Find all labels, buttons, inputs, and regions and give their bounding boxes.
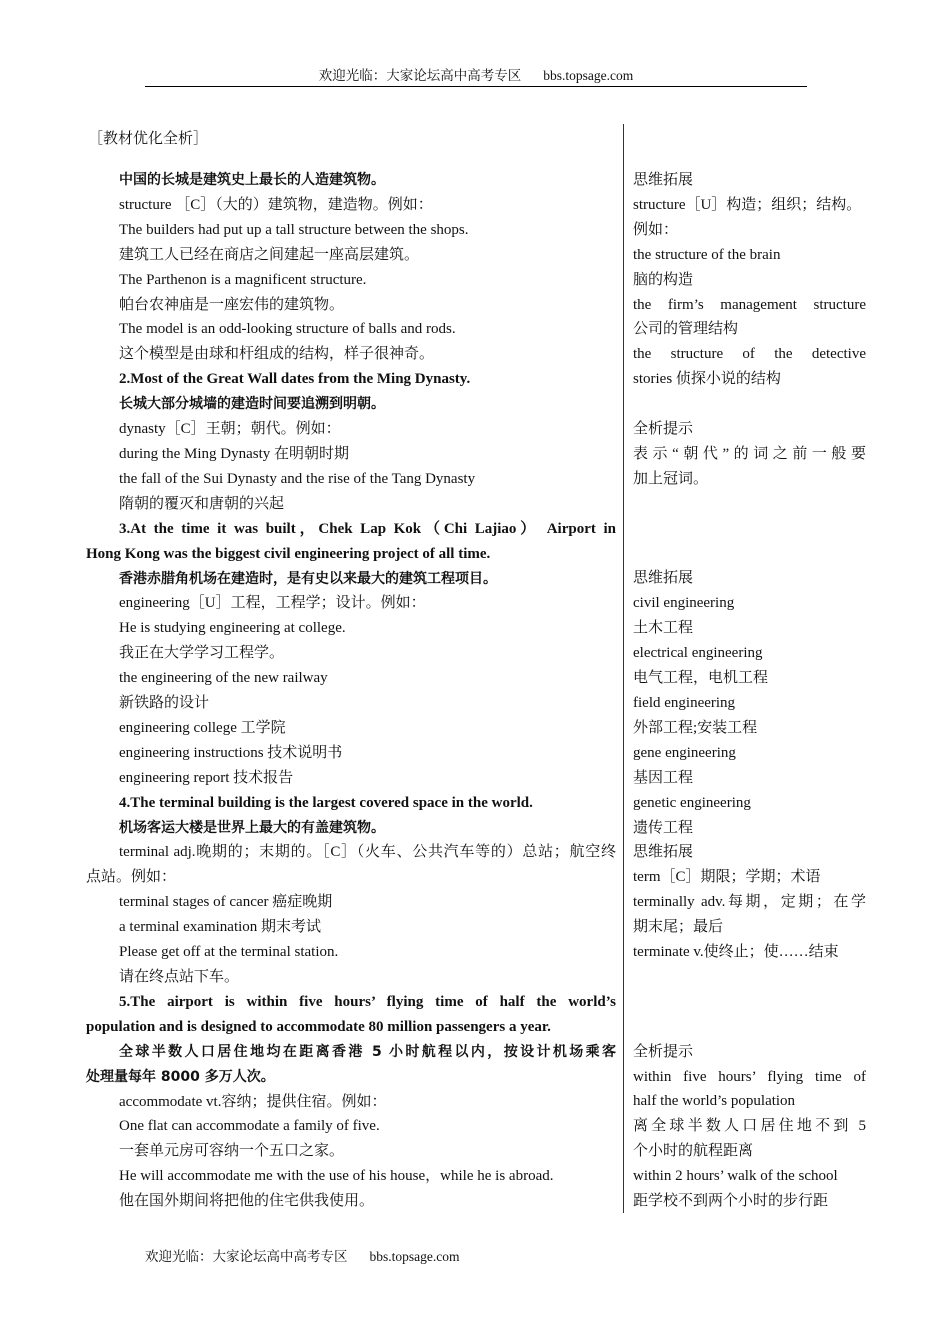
text-line: 一套单元房可容纳一个五口之家。 <box>119 1143 345 1160</box>
note-line <box>633 990 866 1015</box>
text-line: engineering college 工学院 <box>119 719 286 736</box>
note-line: 期末尾；最后 <box>633 919 724 936</box>
note-line: 思维拓展 <box>633 844 694 861</box>
note-line: 距学校不到两个小时的步行距 <box>633 1193 829 1210</box>
sentence-heading: 4.The terminal building is the largest covered space in the world. <box>119 794 533 811</box>
text-line: engineering report 技术报告 <box>119 769 294 786</box>
note-line <box>633 965 866 990</box>
note-line: civil engineering <box>633 595 735 612</box>
note-line <box>633 517 866 542</box>
note-line: 脑的构造 <box>633 271 694 288</box>
header-url[interactable]: bbs.topsage.com <box>543 68 634 83</box>
text-line: during the Ming Dynasty 在明朝时期 <box>119 445 349 462</box>
note-line: 思维拓展 <box>633 570 694 587</box>
note-line: the firm’s management structure <box>633 296 866 313</box>
text-line: engineering instructions 技术说明书 <box>119 744 343 761</box>
text-line: 中国的长城是建筑史上最长的人造建筑物。 <box>119 172 385 188</box>
text-line: structure ［C］（大的）建筑物，建造物。例如： <box>119 196 433 213</box>
text-line: One flat can accommodate a family of five. <box>119 1118 380 1135</box>
note-line: 遗传工程 <box>633 819 694 836</box>
header-text: 欢迎光临：大家论坛高中高考专区 <box>318 68 522 83</box>
note-line: gene engineering <box>633 744 736 761</box>
note-line: 表示“朝代”的词之前一般要 <box>633 445 866 462</box>
note-line <box>633 542 866 567</box>
main-column <box>86 168 616 1214</box>
note-line: terminate v.使终止；使……结束 <box>633 944 839 961</box>
note-line: 基因工程 <box>633 769 694 786</box>
sentence-heading: Hong Kong was the biggest civil engineering project of all time. <box>86 545 491 562</box>
text-line: engineering［U］工程，工程学；设计。例如： <box>119 595 426 612</box>
text-line: The builders had put up a tall structure between the shops. <box>119 221 469 238</box>
note-line: 外部工程;安装工程 <box>633 719 758 736</box>
text-line: 香港赤腊角机场在建造时，是有史以来最大的建筑工程项目。 <box>119 570 497 587</box>
note-line: the structure of the brain <box>633 246 781 263</box>
text-line: 他在国外期间将把他的住宅供我使用。 <box>119 1193 375 1210</box>
text-line: terminal adj.晚期的；末期的。［C］（火车、公共汽车等的）总站；航空终 <box>119 844 616 861</box>
note-line: structure［U］构造；组织；结构。 <box>633 196 862 213</box>
text-line: 新铁路的设计 <box>119 695 210 712</box>
note-line: electrical engineering <box>633 645 763 662</box>
sentence-heading: population and is designed to accommodate 80 million passengers a year. <box>86 1018 551 1035</box>
section-title: ［教材优化全析］ <box>88 129 209 147</box>
text-line: Please get off at the terminal station. <box>119 944 339 961</box>
note-line: 离全球半数人口居住地不到 5 <box>633 1118 866 1135</box>
text-line: dynasty［C］王朝；朝代。例如： <box>119 421 341 438</box>
side-column <box>633 168 866 1214</box>
footer-text: 欢迎光临：大家论坛高中高考专区 <box>145 1249 348 1264</box>
note-line: within 2 hours’ walk of the school <box>633 1168 838 1185</box>
page-header <box>145 66 807 86</box>
text-line: 这个模型是由球和杆组成的结构，样子很神奇。 <box>119 346 435 363</box>
note-line: within five hours’ flying time of <box>633 1068 866 1085</box>
text-line: 隋朝的覆灭和唐朝的兴起 <box>119 495 285 512</box>
page-footer <box>145 1247 460 1267</box>
text-line: The Parthenon is a magnificent structure. <box>119 271 367 288</box>
note-line: 土木工程 <box>633 620 694 637</box>
note-line: the structure of the detective <box>633 346 866 363</box>
note-line: 例如： <box>633 221 679 238</box>
text-line: 全球半数人口居住地均在距离香港 5 小时航程以内，按设计机场乘客 <box>119 1043 616 1060</box>
note-line <box>633 392 866 417</box>
note-line: term［C］期限；学期；术语 <box>633 869 821 886</box>
note-line: 全析提示 <box>633 421 694 438</box>
note-line: 加上冠词。 <box>633 470 709 487</box>
note-line: 全析提示 <box>633 1043 694 1060</box>
column-divider <box>623 124 624 1213</box>
note-line: 公司的管理结构 <box>633 321 739 338</box>
sentence-heading: 2.Most of the Great Wall dates from the Ming Dynasty. <box>119 371 471 388</box>
note-line: 思维拓展 <box>633 172 694 188</box>
text-line: 机场客运大楼是世界上最大的有盖建筑物。 <box>119 819 385 836</box>
note-line <box>633 492 866 517</box>
text-line: accommodate vt.容纳；提供住宿。例如： <box>119 1093 387 1110</box>
text-line: 帕台农神庙是一座宏伟的建筑物。 <box>119 296 345 313</box>
text-line: the engineering of the new railway <box>119 670 328 687</box>
note-line: 个小时的航程距离 <box>633 1143 754 1160</box>
text-line: the fall of the Sui Dynasty and the rise of the Tang Dynasty <box>119 470 476 487</box>
note-line: field engineering <box>633 694 736 711</box>
footer-url[interactable]: bbs.topsage.com <box>369 1249 460 1264</box>
note-line: half the world’s population <box>633 1093 796 1110</box>
text-line: 我正在大学学习工程学。 <box>119 645 285 662</box>
note-line: genetic engineering <box>633 794 751 811</box>
text-line: The model is an odd-looking structure of balls and rods. <box>119 321 456 338</box>
sentence-heading: 3.At the time it was built，Chek Lap Kok（Chi Lajiao） Airport in <box>119 520 616 537</box>
text-line: 长城大部分城墙的建造时间要追溯到明朝。 <box>119 396 385 413</box>
text-line: 处理量每年 8000 多万人次。 <box>86 1068 275 1085</box>
text-line: 点站。例如： <box>86 869 177 886</box>
note-line: stories 侦探小说的结构 <box>633 371 781 388</box>
text-line: He will accommodate me with the use of his house，while he is abroad. <box>119 1168 554 1185</box>
text-line: 建筑工人已经在商店之间建起一座高层建筑。 <box>119 246 420 263</box>
text-line: 请在终点站下车。 <box>119 969 240 985</box>
note-line: 电气工程，电机工程 <box>633 670 769 687</box>
note-line: terminally adv.每期，定期；在学 <box>633 894 866 911</box>
header-rule <box>145 86 807 87</box>
text-line: a terminal examination 期末考试 <box>119 919 322 936</box>
text-line: terminal stages of cancer 癌症晚期 <box>119 894 333 911</box>
text-line: He is studying engineering at college. <box>119 620 346 637</box>
note-line <box>633 1015 866 1040</box>
sentence-heading: 5.The airport is within five hours’ flying time of half the world’s <box>119 993 616 1010</box>
